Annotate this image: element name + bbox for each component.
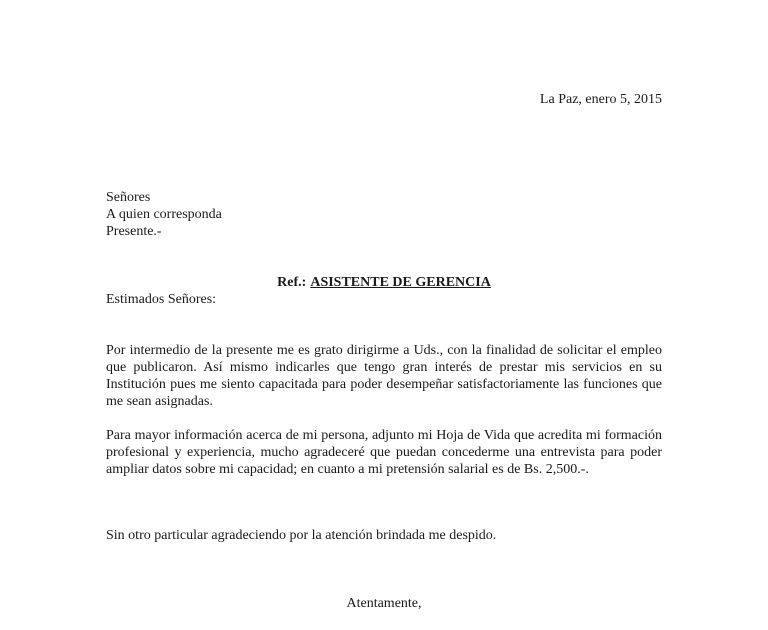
body-paragraph-2: Para mayor información acerca de mi persona, adjunto mi Hoja de Vida que acredita mi formación profesional y experiencia, mucho agradeceré que puedan concederme una entrevista para poder ampliar datos sobre mi capacidad; en cuanto a mi pretensión salarial es de Bs. 2,500.-.: [106, 428, 662, 477]
reference-subject: ASISTENTE DE GERENCIA: [310, 275, 491, 290]
recipient-line-2: A quien corresponda: [106, 207, 222, 222]
body-paragraph-1: Por intermedio de la presente me es grato dirigirme a Uds., con la finalidad de solicitar el empleo que publicaron. Así mismo indicarles que tengo gran interés de prestar mis servicios en su Institución pues me siento capacitada para poder desempeñar satisfactoriamente las funciones que me sean asignadas.: [106, 343, 662, 409]
greeting: Estimados Señores:: [106, 292, 217, 307]
reference-label: Ref.:: [277, 275, 307, 290]
recipient-line-1: Señores: [106, 190, 151, 205]
letter-date: La Paz, enero 5, 2015: [539, 92, 662, 107]
closing-sentence: Sin otro particular agradeciendo por la atención brindada me despido.: [106, 528, 497, 543]
signoff: Atentamente,: [346, 596, 422, 611]
reference-line: [106, 274, 662, 291]
recipient-line-3: Presente.-: [106, 224, 162, 239]
